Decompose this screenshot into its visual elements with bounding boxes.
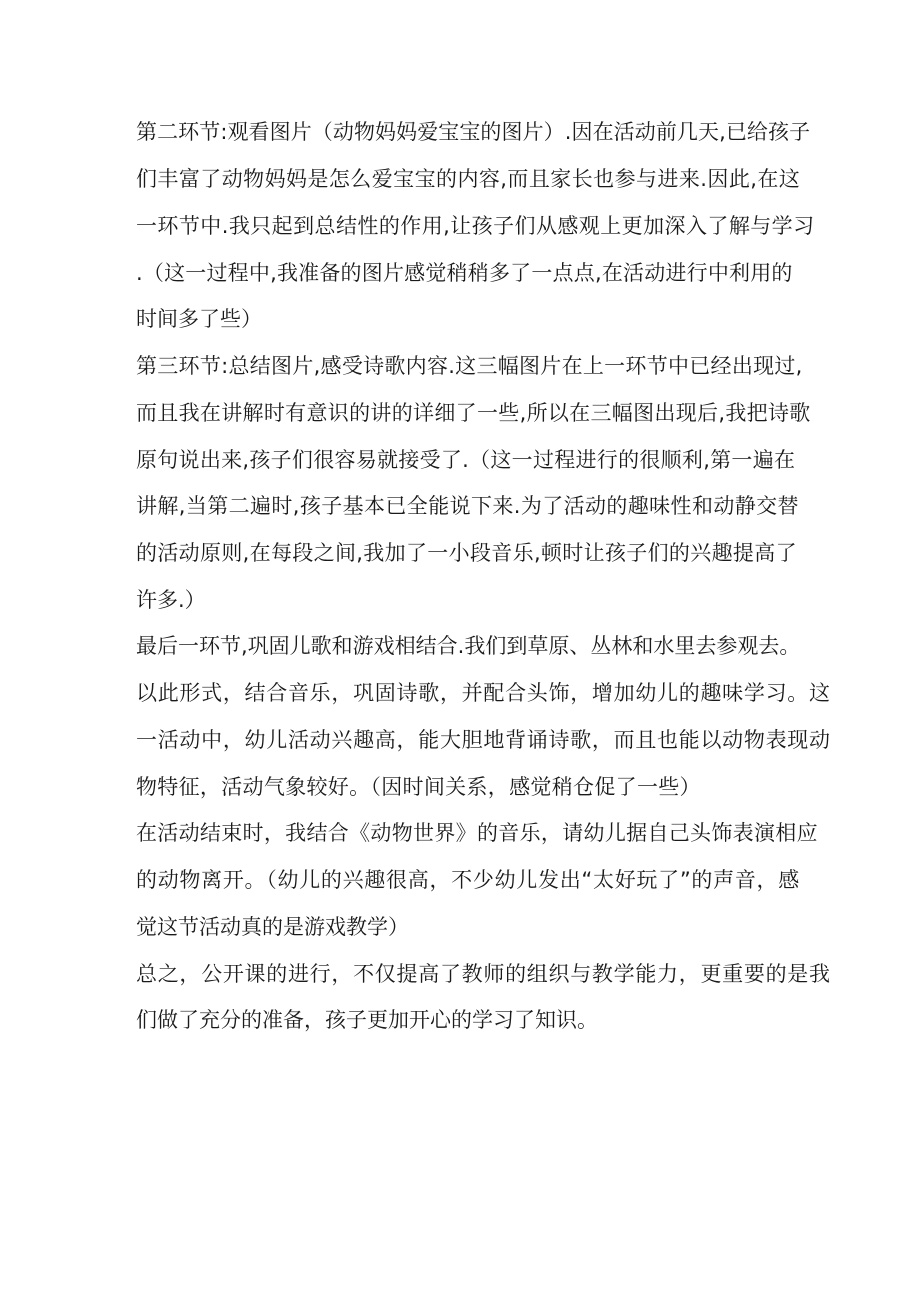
text-line: 一活动中，幼儿活动兴趣高，能大胆地背诵诗歌，而且也能以动物表现动 bbox=[136, 728, 831, 752]
text-line: 最后一环节,巩固儿歌和游戏相结合.我们到草原、丛林和水里去参观去。 bbox=[136, 634, 801, 658]
text-line: 第二环节:观看图片（动物妈妈爱宝宝的图片）.因在活动前几天,已给孩子 bbox=[136, 120, 811, 144]
text-line: 们做了充分的准备，孩子更加开心的学习了知识。 bbox=[136, 1008, 598, 1032]
text-line: 在活动结束时，我结合《动物世界》的音乐，请幼儿据自己头饰表演相应 bbox=[136, 821, 818, 845]
text-line: 们丰富了动物妈妈是怎么爱宝宝的内容,而且家长也参与进来.因此,在这 bbox=[136, 167, 801, 191]
text-line: 原句说出来,孩子们很容易就接受了.（这一过程进行的很顺利,第一遍在 bbox=[136, 448, 796, 472]
text-line: 以此形式，结合音乐，巩固诗歌，并配合头饰，增加幼儿的趣味学习。这 bbox=[136, 681, 831, 705]
text-line: 物特征，活动气象较好。（因时间关系，感觉稍仓促了一些） bbox=[136, 775, 701, 799]
text-line: 一环节中.我只起到总结性的作用,让孩子们从感观上更加深入了解与学习 bbox=[136, 214, 815, 238]
text-line: 许多.） bbox=[136, 588, 206, 612]
text-line: 总之，公开课的进行，不仅提高了教师的组织与教学能力，更重要的是我 bbox=[136, 962, 831, 986]
text-line: 时间多了些） bbox=[136, 307, 262, 331]
text-line: 而且我在讲解时有意识的讲的详细了一些,所以在三幅图出现后,我把诗歌 bbox=[136, 401, 811, 425]
text-line: 的活动原则,在每段之间,我加了一小段音乐,顿时让孩子们的兴趣提高了 bbox=[136, 541, 797, 565]
text-line: 第三环节:总结图片,感受诗歌内容.这三幅图片在上一环节中已经出现过, bbox=[136, 354, 803, 378]
text-line: 觉这节活动真的是游戏教学） bbox=[136, 915, 409, 939]
text-line: 的动物离开。（幼儿的兴趣很高，不少幼儿发出“太好玩了”的声音，感 bbox=[136, 868, 800, 892]
text-line: 讲解,当第二遍时,孩子基本已全能说下来.为了活动的趣味性和动静交替 bbox=[136, 494, 799, 518]
text-line: .（这一过程中,我准备的图片感觉稍稍多了一点点,在活动进行中利用的 bbox=[136, 261, 793, 285]
